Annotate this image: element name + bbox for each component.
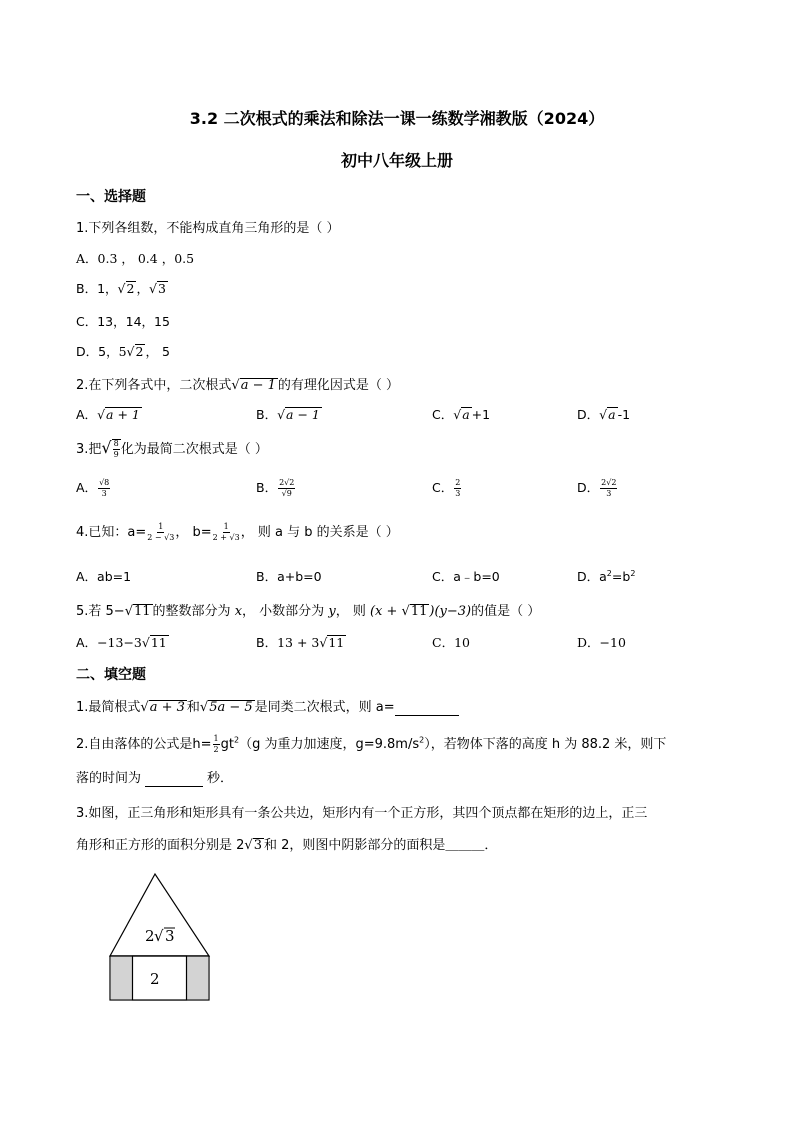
radicand: 2 [135, 344, 144, 359]
option-suffix: +1 [471, 407, 491, 422]
square-area-label: 2 [150, 970, 160, 988]
radicand: 3 [157, 281, 166, 296]
stem-text: 2.自由落体的公式是h= [76, 737, 212, 752]
question-1-option-d [76, 342, 170, 360]
stem-text: ． [484, 838, 498, 853]
stem-text: 秒． [207, 771, 234, 786]
stem-text: 化为最简二次根式是（ ） [120, 442, 268, 457]
option-label: D． [577, 480, 600, 495]
exponent: 2 [630, 568, 636, 578]
fill-question-2-line-2 [76, 767, 233, 787]
stem-text: ， 则 [335, 604, 366, 619]
radical-sign: √ [453, 407, 462, 422]
stem-text: ），若物体下落的高度 h 为 88.2 米，则下 [424, 737, 667, 752]
radicand: a + 1 [106, 407, 140, 422]
triangle-area-coefficient: 2 [145, 927, 155, 945]
radical-sign: √ [97, 407, 106, 422]
option-label: A． [76, 407, 98, 422]
question-3-stem [76, 438, 268, 459]
question-1-stem: 1.下列各组数，不能构成直角三角形的是（ ） [76, 221, 340, 236]
fraction-numerator: 2√2 [601, 478, 617, 487]
stem-text: 4.已知：a= [76, 525, 147, 540]
question-2-option-a [76, 405, 142, 423]
question-3-option-b [256, 478, 296, 498]
radicand: a [462, 407, 470, 422]
question-2-option-d [577, 405, 630, 423]
triangle-area-radicand: 3 [165, 927, 175, 945]
radicand: a − 1 [286, 407, 320, 422]
exponent: 2 [419, 735, 425, 745]
question-4-stem [76, 521, 399, 542]
shaded-region-left [111, 957, 133, 1000]
radical-sign: √ [126, 344, 135, 359]
question-5-option-a [76, 633, 169, 651]
option-label: C． [432, 407, 454, 422]
exponent: 2 [234, 735, 240, 745]
fraction-numerator: 1 [223, 522, 229, 531]
answer-blank[interactable] [145, 771, 203, 787]
question-1-option-b [76, 279, 168, 297]
radical-sign: √ [319, 635, 328, 650]
radicand: 5a − 5 [209, 700, 253, 715]
stem-text: ， b= [175, 525, 212, 540]
radicand [112, 439, 121, 459]
radical-sign: √ [117, 281, 126, 296]
stem-text: 角形和正方形的面积分别是 2 [76, 838, 245, 853]
question-4-option-b: B．a+b=0 [256, 569, 322, 584]
option-label: C． [432, 480, 454, 495]
radical-sign: √ [244, 838, 253, 853]
coefficient: 5 [118, 344, 127, 359]
fill-question-1 [76, 696, 459, 716]
question-1-option-a: A．0.3 ， 0.4 ，0.5 [76, 251, 195, 266]
option-label: A． [76, 480, 98, 495]
fraction-denominator: 3 [606, 489, 612, 498]
page-title: 3.2 二次根式的乘法和除法一课一练数学湘教版（2024） [189, 109, 605, 128]
fraction-denominator: √9 [281, 489, 292, 498]
stem-text: 5.若 5− [76, 604, 125, 619]
stem-text: 的有理化因式是（ ） [277, 378, 400, 393]
stem-text: gt [220, 737, 234, 752]
option-label: D．5， [76, 344, 119, 359]
fill-question-3-line-1: 3.如图，正三角形和矩形具有一条公共边，矩形内有一个正方形，其四个顶点都在矩形的边上，正三 [76, 806, 648, 821]
option-text: D．a [577, 569, 607, 584]
option-suffix: ， 5 [145, 344, 170, 359]
section-heading-fill-in: 二、填空题 [76, 667, 146, 683]
stem-text: ， 则 a 与 b 的关系是（ ） [240, 525, 399, 540]
question-4-option-a: A．ab=1 [76, 569, 132, 584]
question-2-option-b [256, 405, 322, 423]
question-1-option-c: C．13，14，15 [76, 314, 170, 329]
option-text: =b [611, 569, 631, 584]
question-5-option-c: C．10 [432, 635, 470, 650]
fraction-numerator: 8 [113, 439, 119, 448]
fraction-denominator: 3 [101, 489, 107, 498]
page-subtitle: 初中八年级上册 [340, 151, 453, 170]
section-heading-choice: 一、选择题 [76, 189, 146, 205]
radical-sign: √ [124, 604, 133, 619]
stem-text: 2.在下列各式中，二次根式 [76, 378, 232, 393]
question-4-option-d [577, 567, 635, 585]
question-3-option-a [76, 478, 111, 498]
option-label: D． [577, 407, 600, 422]
question-3-option-d [577, 478, 618, 498]
variable-x: x [234, 604, 243, 619]
radicand: 11 [134, 604, 151, 619]
radicand: a + 3 [149, 700, 185, 715]
question-2-option-c [432, 405, 490, 423]
radical-sign: √ [154, 927, 164, 945]
fraction-denominator: 3 [455, 489, 461, 498]
question-2-stem [76, 374, 399, 393]
radicand: 3 [253, 838, 262, 853]
option-suffix: -1 [617, 407, 631, 422]
radical-sign: √ [277, 407, 286, 422]
coefficient: −13−3 [97, 635, 142, 650]
radical-sign: √ [401, 604, 410, 619]
fill-question-3-line-2 [76, 834, 497, 853]
fill-question-2-line-1 [76, 733, 666, 754]
question-5-option-d: D．−10 [577, 635, 626, 650]
fraction-numerator: 2√2 [279, 478, 295, 487]
stem-text: 和 2，则图中阴影部分的面积是 [263, 838, 446, 853]
fraction-denominator: 2 + √3 [212, 533, 240, 542]
fraction-numerator: √8 [99, 478, 110, 487]
stem-text: 的整数部分为 [152, 604, 231, 619]
radicand: 2 [126, 281, 135, 296]
stem-text: 3.把 [76, 442, 102, 457]
fraction-numerator: 2 [455, 478, 461, 487]
exponent: 2 [606, 568, 612, 578]
coefficient: 13 + 3 [277, 635, 320, 650]
fraction-denominator: 9 [113, 450, 119, 459]
stem-text: 1.最简根式 [76, 700, 141, 715]
question-5-stem [76, 600, 540, 619]
fraction-numerator: 1 [158, 522, 164, 531]
radicand: a [608, 407, 616, 422]
answer-blank[interactable]: ＿＿＿ [445, 838, 485, 853]
expression: (x + [369, 604, 402, 619]
question-3-option-c [432, 478, 462, 498]
radicand: 11 [328, 635, 345, 650]
stem-text: 和 [186, 700, 200, 715]
stem-text: 是同类二次根式，则 a= [254, 700, 395, 715]
option-label: B． [256, 480, 278, 495]
shaded-region-right [186, 957, 208, 1000]
fraction-denominator: 2 [213, 745, 219, 754]
radical-sign: √ [599, 407, 608, 422]
radicand: a − 1 [240, 378, 276, 393]
radical-sign: √ [148, 281, 157, 296]
stem-text: 落的时间为 [76, 771, 142, 786]
stem-text: ， 小数部分为 [242, 604, 325, 619]
radical-sign: √ [140, 700, 149, 715]
radicand: 11 [410, 604, 428, 619]
radical-sign: √ [199, 700, 209, 715]
question-4-option-c: C．a﹣b=0 [432, 569, 500, 584]
fraction-numerator: 1 [213, 734, 219, 743]
radical-sign: √ [141, 635, 150, 650]
stem-text: 的值是（ ） [471, 604, 541, 619]
expression: )(y−3) [429, 604, 472, 619]
question-5-option-b [256, 633, 346, 651]
option-label: B．1， [76, 281, 118, 296]
radical-sign: √ [231, 378, 240, 393]
separator: ， [136, 281, 149, 296]
answer-blank[interactable] [395, 700, 459, 716]
fraction-denominator: 2 − √3 [147, 533, 175, 542]
option-label: B． [256, 407, 278, 422]
variable-y: y [328, 604, 336, 619]
radical-sign: √ [101, 438, 112, 457]
geometry-figure [100, 866, 220, 1006]
option-label: B． [256, 635, 278, 650]
stem-text: （g 为重力加速度，g=9.8m/s [239, 737, 420, 752]
radicand: 11 [150, 635, 167, 650]
option-label: A． [76, 635, 98, 650]
